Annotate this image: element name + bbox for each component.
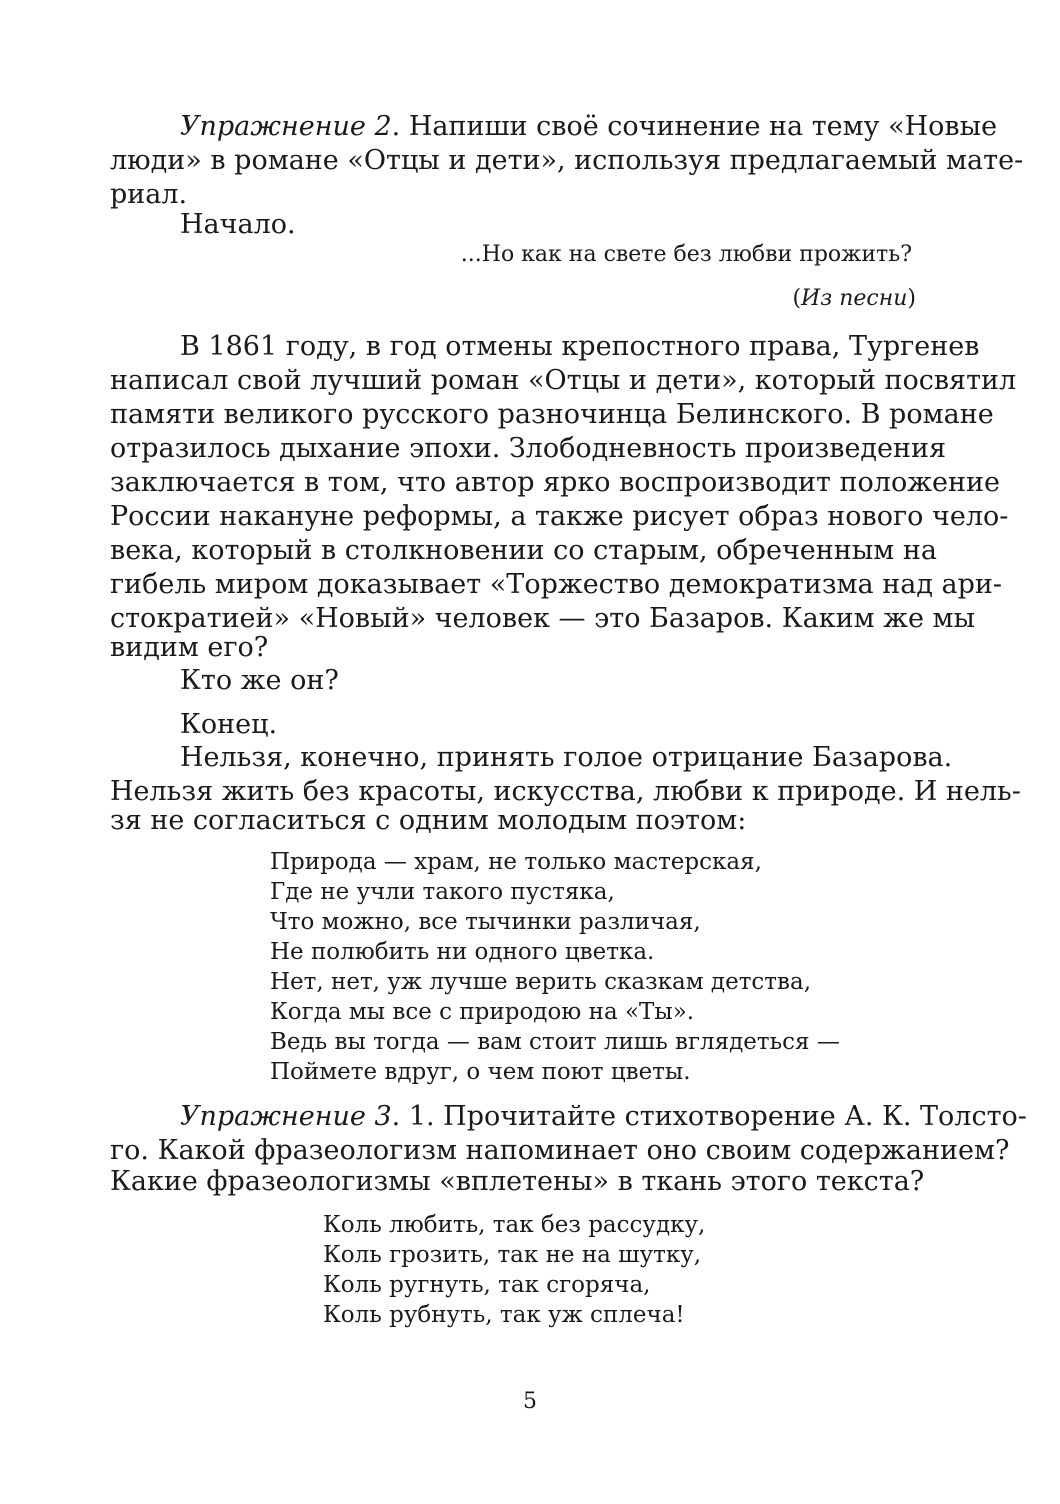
exercise2-line2: люди» в романе «Отцы и дети», используя предлагаемый мате- [110, 145, 1024, 176]
poem1-line: Нет, нет, уж лучше верить сказкам детства, [270, 969, 812, 995]
paragraph1-line: памяти великого русского разночинца Белинского. В романе [110, 399, 994, 430]
poem1-line: Где не учли такого пустяка, [270, 879, 615, 905]
exercise2-line1 [180, 110, 998, 144]
paragraph2-line: Нельзя, конечно, принять голое отрицание Базарова. [180, 742, 953, 773]
paragraph2-line: зя не согласиться с одним молодым поэтом: [110, 805, 747, 836]
poem2-line: Коль любить, так без рассудку, [323, 1212, 706, 1238]
paragraph1-line: отразилось дыхание эпохи. Злободневность произведения [110, 433, 947, 464]
start-label: Начало. [180, 209, 296, 240]
exercise3-line3: Какие фразеологизмы «вплетены» в ткань этого текста? [110, 1166, 925, 1197]
paragraph1-line: написал свой лучший роман «Отцы и дети», который посвятил [110, 365, 1017, 396]
epigraph-source-close: ) [907, 286, 916, 311]
poem1-line: Поймете вдруг, о чем поют цветы. [270, 1059, 691, 1085]
paragraph1-line: стократией» «Новый» человек — это Базаров. Каким же мы [110, 603, 976, 634]
paragraph1-line: заключается в том, что автор ярко воспроизводит положение [110, 467, 1000, 498]
question-line: Кто же он? [180, 665, 339, 696]
poem1-line: Не полюбить ни одного цветка. [270, 939, 655, 965]
end-label: Конец. [180, 709, 278, 740]
poem2-line: Коль грозить, так не на шутку, [323, 1242, 702, 1268]
exercise2-label: Упражнение 2 [180, 111, 392, 142]
paragraph2-line: Нельзя жить без красоты, искусства, любви к природе. И нель- [110, 776, 1021, 807]
poem1-line: Ведь вы тогда — вам стоит лишь вглядеться — [270, 1029, 840, 1055]
exercise3-line1 [180, 1100, 1027, 1134]
exercise3-line2: го. Какой фразеологизм напоминает оно своим содержанием? [110, 1135, 1010, 1166]
epigraph-source [792, 285, 916, 313]
paragraph1-line: века, который в столкновении со старым, обреченным на [110, 535, 937, 566]
poem1-line: Природа — храм, не только мастерская, [270, 849, 762, 875]
page-number: 5 [523, 1389, 537, 1414]
poem1-line: Когда мы все с природою на «Ты». [270, 999, 695, 1025]
exercise2-line1-text: . Напиши своё сочинение на тему «Новые [391, 111, 998, 142]
paragraph1-line: видим его? [110, 632, 269, 663]
paragraph1-line: гибель миром доказывает «Торжество демократизма над ари- [110, 569, 1003, 600]
exercise3-line1-text: . 1. Прочитайте стихотворение А. К. Толсто- [391, 1101, 1027, 1132]
exercise3-label: Упражнение 3 [180, 1101, 392, 1132]
poem2-line: Коль рубнуть, так уж сплеча! [323, 1302, 685, 1328]
epigraph-source-text: Из песни [801, 286, 908, 311]
exercise2-line3: риал. [110, 179, 188, 210]
epigraph-text: ...Но как на свете без любви прожить? [460, 242, 912, 267]
paragraph1-line: России накануне реформы, а также рисует образ нового чело- [110, 501, 1009, 532]
paragraph1-line: В 1861 году, в год отмены крепостного права, Тургенев [180, 331, 980, 362]
epigraph-source-open: ( [792, 286, 802, 311]
poem2-line: Коль ругнуть, так сгоряча, [323, 1272, 651, 1298]
poem1-line: Что можно, все тычинки различая, [270, 909, 701, 935]
